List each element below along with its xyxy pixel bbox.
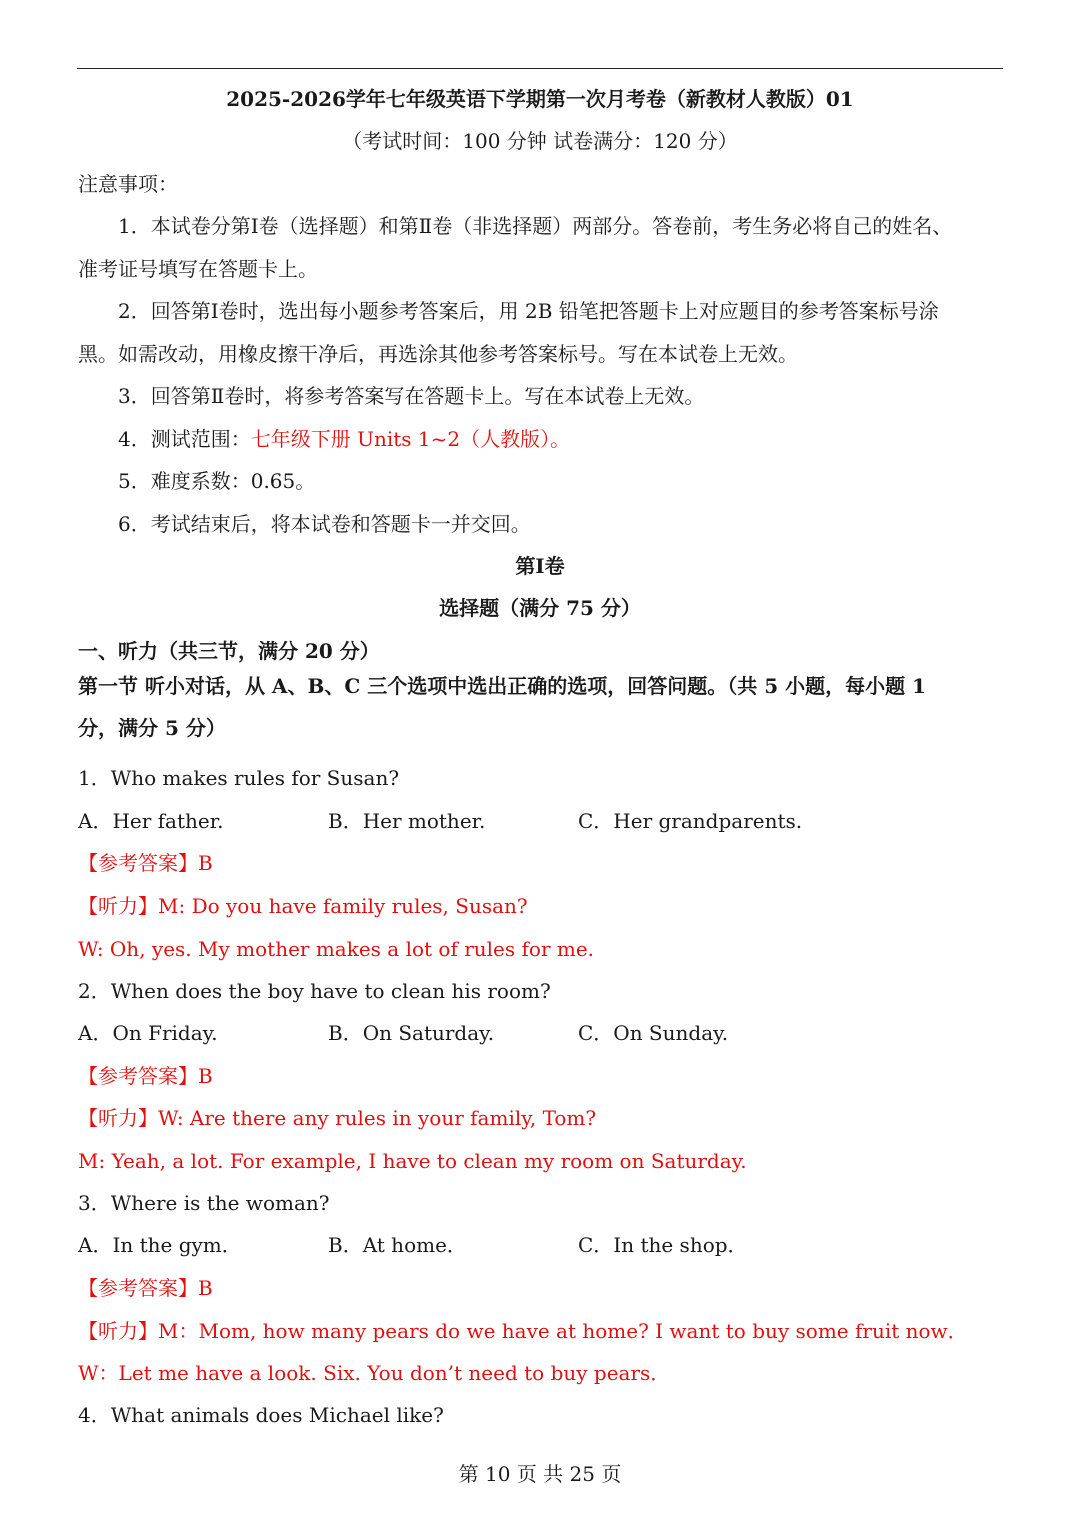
answer-key: 【参考答案】B: [78, 851, 213, 875]
option-c: C．On Sunday.: [578, 1021, 729, 1045]
option-c: C．Her grandparents.: [578, 809, 803, 833]
test-scope: 七年级下册 Units 1~2（人教版）。: [250, 427, 571, 451]
section-type-heading: 选择题（满分 75 分）: [439, 596, 641, 620]
listening-script-cont: W: Oh, yes. My mother makes a lot of rules for me.: [78, 937, 595, 961]
note-item-2-cont: 黑。如需改动，用橡皮擦干净后，再选涂其他参考答案标号。写在本试卷上无效。: [78, 342, 798, 366]
exam-title: 2025-2026学年七年级英语下学期第一次月考卷（新教材人教版）01: [226, 87, 854, 111]
header-rule: [77, 68, 1003, 69]
answer-key: 【参考答案】B: [78, 1276, 213, 1300]
note-item-5: 5．难度系数：0.65。: [118, 469, 316, 493]
note-item-6: 6．考试结束后，将本试卷和答题卡一并交回。: [118, 512, 531, 536]
listening-script: 【听力】W: Are there any rules in your family, Tom?: [78, 1106, 597, 1130]
question-stem: 2．When does the boy have to clean his room?: [78, 979, 551, 1003]
question-stem: 4．What animals does Michael like?: [78, 1403, 444, 1427]
option-a: A．In the gym．: [78, 1233, 242, 1257]
question-stem: 3．Where is the woman?: [78, 1191, 330, 1215]
option-c: C．In the shop．: [578, 1233, 748, 1257]
part-heading: 一、听力（共三节，满分 20 分）: [78, 639, 380, 663]
note-item-2: 2．回答第Ⅰ卷时，选出每小题参考答案后，用 2B 铅笔把答题卡上对应题目的参考答案标号涂: [118, 299, 939, 323]
option-b: B．Her mother.: [328, 809, 486, 833]
notes-heading: 注意事项：: [78, 172, 178, 196]
exam-subtitle: （考试时间：100 分钟 试卷满分：120 分）: [342, 129, 738, 153]
note-item-1-cont: 准考证号填写在答题卡上。: [78, 257, 318, 281]
listening-script-cont: W：Let me have a look. Six. You don’t need to buy pears．: [78, 1361, 671, 1385]
listening-script: 【听力】M：Mom, how many pears do we have at home? I want to buy some fruit now．: [78, 1319, 968, 1343]
volume-heading: 第Ⅰ卷: [515, 554, 565, 578]
option-b: B．At home．: [328, 1233, 467, 1257]
note-item-1: 1．本试卷分第Ⅰ卷（选择题）和第Ⅱ卷（非选择题）两部分。答卷前，考生务必将自己的姓名、: [118, 214, 953, 238]
note-item-4-prefix: 4．测试范围：: [118, 427, 251, 451]
section-instruction-cont: 分，满分 5 分）: [78, 716, 226, 740]
answer-key: 【参考答案】B: [78, 1064, 213, 1088]
section-instruction: 第一节 听小对话，从 A、B、C 三个选项中选出正确的选项，回答问题。（共 5 小题，每小题 1: [78, 674, 926, 698]
option-a: A．Her father.: [78, 809, 224, 833]
question-stem: 1．Who makes rules for Susan?: [78, 766, 400, 790]
option-a: A．On Friday.: [78, 1021, 218, 1045]
note-item-4: [118, 425, 1004, 453]
option-b: B．On Saturday.: [328, 1021, 495, 1045]
listening-script-cont: M: Yeah, a lot. For example, I have to clean my room on Saturday.: [78, 1149, 747, 1173]
note-item-3: 3．回答第Ⅱ卷时，将参考答案写在答题卡上。写在本试卷上无效。: [118, 384, 705, 408]
page-number: 第 10 页 共 25 页: [458, 1462, 622, 1486]
listening-script: 【听力】M: Do you have family rules, Susan?: [78, 894, 528, 918]
